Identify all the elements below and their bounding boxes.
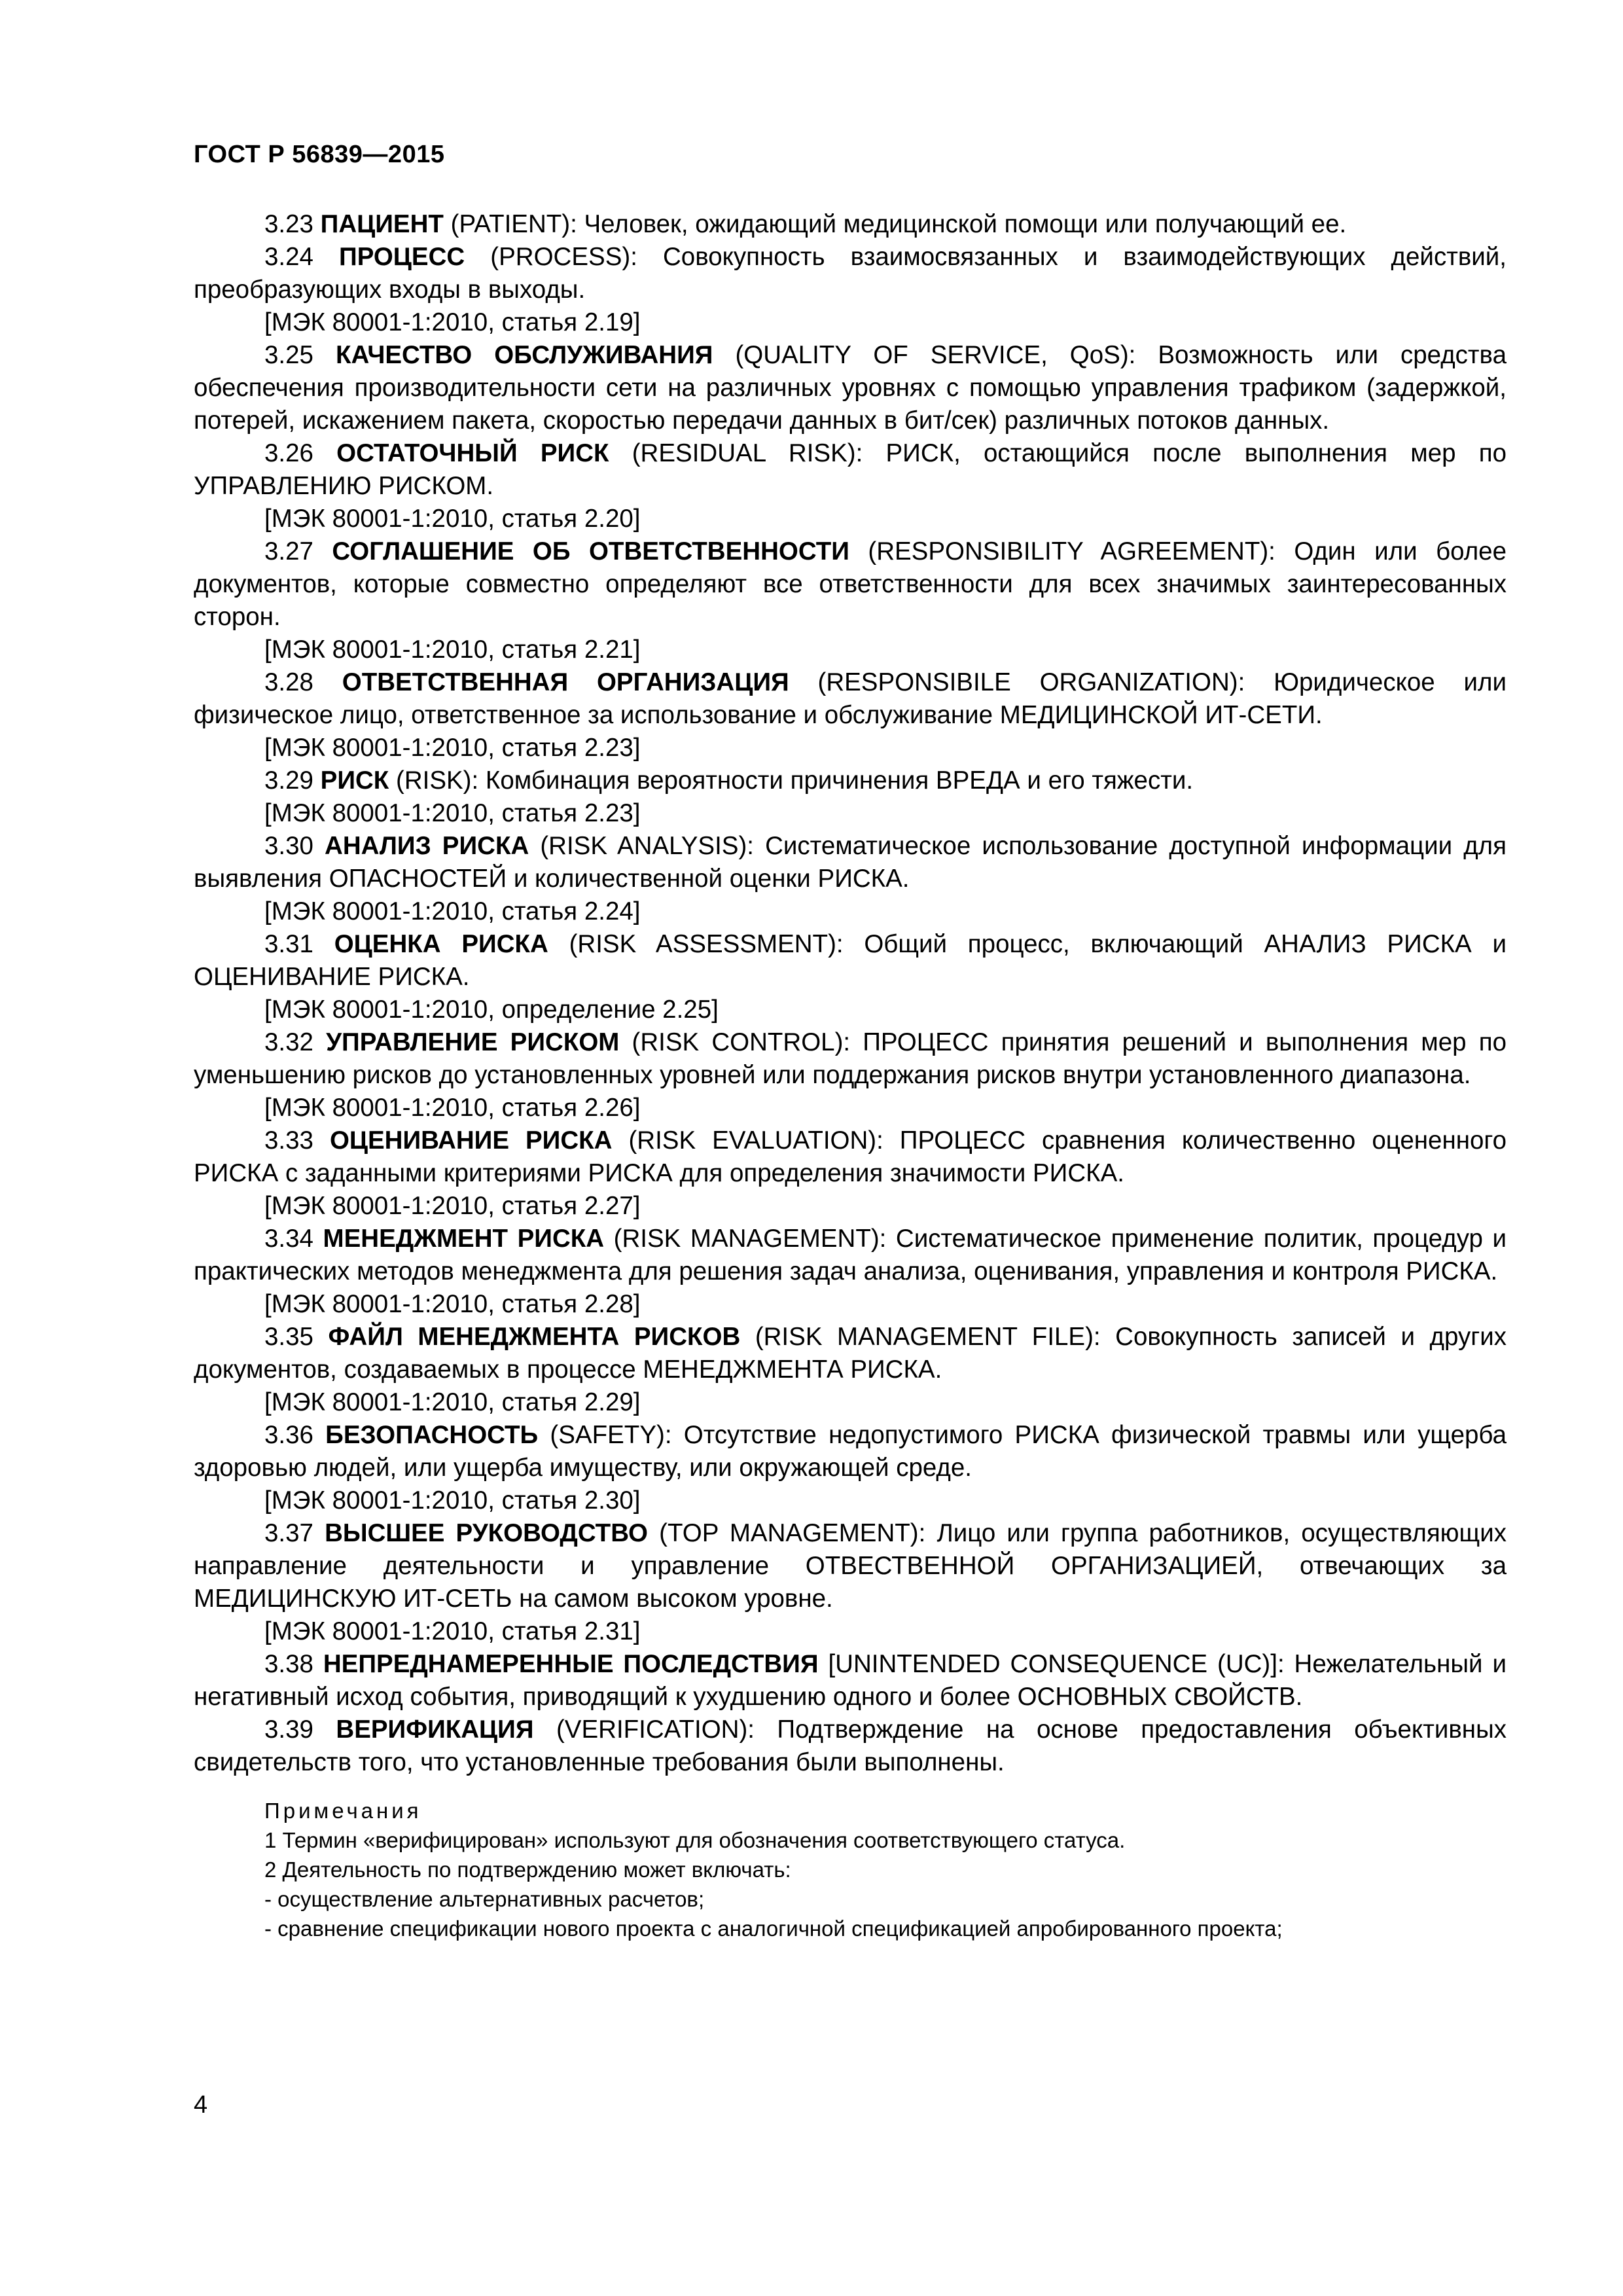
definition-text: (RISK ASSESSMENT): Общий процесс, включающий АНАЛИЗ РИСКА и ОЦЕНИВАНИЕ РИСКА. <box>194 930 1507 991</box>
definition-text: (RISK EVALUATION): ПРОЦЕСС сравнения количественно оцененного РИСКА с заданными критериями РИСКА для определения значимости РИСКА. <box>194 1126 1507 1187</box>
definition-term: ОЦЕНИВАНИЕ РИСКА <box>329 1126 613 1155</box>
definition-text: (RESIDUAL RISK): РИСК, остающийся после выполнения мер по УПРАВЛЕНИЮ РИСКОМ. <box>194 439 1507 500</box>
definition-entry <box>194 339 1507 437</box>
definition-term: ВЫСШЕЕ РУКОВОДСТВО <box>325 1519 648 1547</box>
definition-number: 3.27 <box>264 537 313 565</box>
definition-entry <box>194 437 1507 503</box>
definition-term: ФАЙЛ МЕНЕДЖМЕНТА РИСКОВ <box>328 1323 741 1351</box>
notes-title: Примечания <box>264 1799 422 1823</box>
definition-term: ОСТАТОЧНЫЙ РИСК <box>336 439 609 467</box>
definition-entry <box>194 1026 1507 1092</box>
definition-number: 3.32 <box>264 1028 313 1056</box>
definition-text: [UNINTENDED CONSEQUENCE (UC)]: Нежелательный и негативный исход события, приводящий к ухудшению одного и более ОСНОВНЫХ СВОЙСТВ. <box>194 1650 1507 1711</box>
document-header: ГОСТ Р 56839—2015 <box>194 141 445 168</box>
definition-entry <box>194 1517 1507 1615</box>
definition-number: 3.23 <box>264 210 313 238</box>
definition-number: 3.25 <box>264 341 313 369</box>
page-number: 4 <box>194 2091 208 2119</box>
note-line: 1 Термин «верифицирован» используют для обозначения соответствующего статуса. <box>264 1828 1126 1852</box>
definition-entry <box>194 928 1507 994</box>
definition-number: 3.34 <box>264 1225 313 1253</box>
definition-reference: [МЭК 80001-1:2010, определение 2.25] <box>264 996 719 1024</box>
definition-entry <box>194 1223 1507 1288</box>
note-line: 2 Деятельность по подтверждению может включать: <box>264 1857 791 1882</box>
definition-entry <box>194 764 1507 797</box>
definition-text: (SAFETY): Отсутствие недопустимого РИСКА физической травмы или ущерба здоровью людей, или ущерба имуществу, или окружающей среде. <box>194 1421 1507 1482</box>
definition-text: (RISK MANAGEMENT): Систематическое применение политик, процедур и практических методов менеджмента для решения задач анализа, оценивания, управления и контроля РИСКА. <box>194 1225 1507 1285</box>
definition-entry <box>194 830 1507 895</box>
definition-term: МЕНЕДЖМЕНТ РИСКА <box>323 1225 605 1253</box>
definition-entry <box>194 208 1507 241</box>
definition-text: (RISK MANAGEMENT FILE): Совокупность записей и других документов, создаваемых в процессе МЕНЕДЖМЕНТА РИСКА. <box>194 1323 1507 1384</box>
definition-entry <box>194 1713 1507 1779</box>
definition-term: ВЕРИФИКАЦИЯ <box>336 1715 534 1744</box>
definition-reference: [МЭК 80001-1:2010, статья 2.21] <box>264 636 641 664</box>
definition-reference: [МЭК 80001-1:2010, статья 2.23] <box>264 734 641 762</box>
definition-reference: [МЭК 80001-1:2010, статья 2.27] <box>264 1192 641 1220</box>
definition-text: (VERIFICATION): Подтверждение на основе предоставления объективных свидетельств того, что установленные требования были выполнены. <box>194 1715 1507 1776</box>
definition-number: 3.29 <box>264 766 313 795</box>
definition-reference: [МЭК 80001-1:2010, статья 2.30] <box>264 1486 641 1515</box>
definition-number: 3.30 <box>264 832 313 860</box>
definition-term: ОТВЕТСТВЕННАЯ ОРГАНИЗАЦИЯ <box>342 668 789 696</box>
definition-term: НЕПРЕДНАМЕРЕННЫЕ ПОСЛЕДСТВИЯ <box>323 1650 819 1678</box>
definition-number: 3.24 <box>264 243 313 271</box>
definition-term: ПАЦИЕНТ <box>320 210 444 238</box>
definition-number: 3.37 <box>264 1519 313 1547</box>
definition-reference: [МЭК 80001-1:2010, статья 2.29] <box>264 1388 641 1416</box>
definition-text: (PATIENT): Человек, ожидающий медицинской помощи или получающий ее. <box>450 210 1347 238</box>
note-line: - сравнение спецификации нового проекта с аналогичной спецификацией апробированного проекта; <box>264 1916 1283 1941</box>
definition-entry <box>194 1419 1507 1484</box>
definition-number: 3.28 <box>264 668 313 696</box>
page <box>194 141 1507 1943</box>
definition-term: БЕЗОПАСНОСТЬ <box>325 1421 539 1449</box>
definition-term: УПРАВЛЕНИЕ РИСКОМ <box>326 1028 620 1056</box>
note-line: - осуществление альтернативных расчетов; <box>264 1887 705 1911</box>
definition-number: 3.31 <box>264 930 313 958</box>
definition-reference: [МЭК 80001-1:2010, статья 2.24] <box>264 897 641 925</box>
definition-entry <box>194 1124 1507 1190</box>
definition-number: 3.35 <box>264 1323 313 1351</box>
definition-term: РИСК <box>320 766 389 795</box>
definition-text: (PROCESS): Совокупность взаимосвязанных и взаимодействующих действий, преобразующих входы в выходы. <box>194 243 1507 304</box>
definition-term: КАЧЕСТВО ОБСЛУЖИВАНИЯ <box>335 341 713 369</box>
definition-number: 3.26 <box>264 439 313 467</box>
definitions-list <box>194 208 1507 1779</box>
definition-number: 3.38 <box>264 1650 313 1678</box>
definition-text: (QUALITY OF SERVICE, QoS): Возможность или средства обеспечения производительности сети на различных уровнях с помощью управления трафиком (задержкой, потерей, искажением пакета, скоростью передачи данных в бит/сек) различных потоков данных. <box>194 341 1507 435</box>
definition-term: СОГЛАШЕНИЕ ОБ ОТВЕТСТВЕННОСТИ <box>332 537 849 565</box>
definition-reference: [МЭК 80001-1:2010, статья 2.20] <box>264 505 641 533</box>
definition-reference: [МЭК 80001-1:2010, статья 2.23] <box>264 799 641 827</box>
definition-entry <box>194 1648 1507 1713</box>
definition-text: (RISK ANALYSIS): Систематическое использование доступной информации для выявления ОПАСНОСТЕЙ и количественной оценки РИСКА. <box>194 832 1507 893</box>
definition-entry <box>194 535 1507 634</box>
definition-text: (RESPONSIBILE ORGANIZATION): Юридическое или физическое лицо, ответственное за использование и обслуживание МЕДИЦИНСКОЙ ИТ-СЕТИ. <box>194 668 1507 729</box>
definition-text: (TOP MANAGEMENT): Лицо или группа работников, осуществляющих направление деятельности и управление ОТВЕСТВЕННОЙ ОРГАНИЗАЦИЕЙ, отвечающих за МЕДИЦИНСКУЮ ИТ-СЕТЬ на самом высоком уровне. <box>194 1519 1507 1613</box>
definition-number: 3.36 <box>264 1421 313 1449</box>
definition-number: 3.33 <box>264 1126 313 1155</box>
definition-text: (RESPONSIBILITY AGREEMENT): Один или более документов, которые совместно определяют все ответственности для всех значимых заинтересованных сторон. <box>194 537 1507 631</box>
definition-number: 3.39 <box>264 1715 313 1744</box>
definition-text: (RISK): Комбинация вероятности причинения ВРЕДА и его тяжести. <box>396 766 1194 795</box>
notes-section <box>194 1796 1507 1943</box>
definition-reference: [МЭК 80001-1:2010, статья 2.26] <box>264 1094 641 1122</box>
definition-reference: [МЭК 80001-1:2010, статья 2.28] <box>264 1290 641 1318</box>
definition-entry <box>194 1321 1507 1386</box>
definition-term: ОЦЕНКА РИСКА <box>334 930 548 958</box>
definition-term: ПРОЦЕСС <box>339 243 465 271</box>
definition-reference: [МЭК 80001-1:2010, статья 2.19] <box>264 308 641 336</box>
definition-reference: [МЭК 80001-1:2010, статья 2.31] <box>264 1617 641 1645</box>
definition-entry <box>194 666 1507 732</box>
definition-entry <box>194 241 1507 306</box>
definition-term: АНАЛИЗ РИСКА <box>325 832 529 860</box>
definition-text: (RISK CONTROL): ПРОЦЕСС принятия решений и выполнения мер по уменьшению рисков до установленных уровней или поддержания рисков внутри установленного диапазона. <box>194 1028 1507 1089</box>
